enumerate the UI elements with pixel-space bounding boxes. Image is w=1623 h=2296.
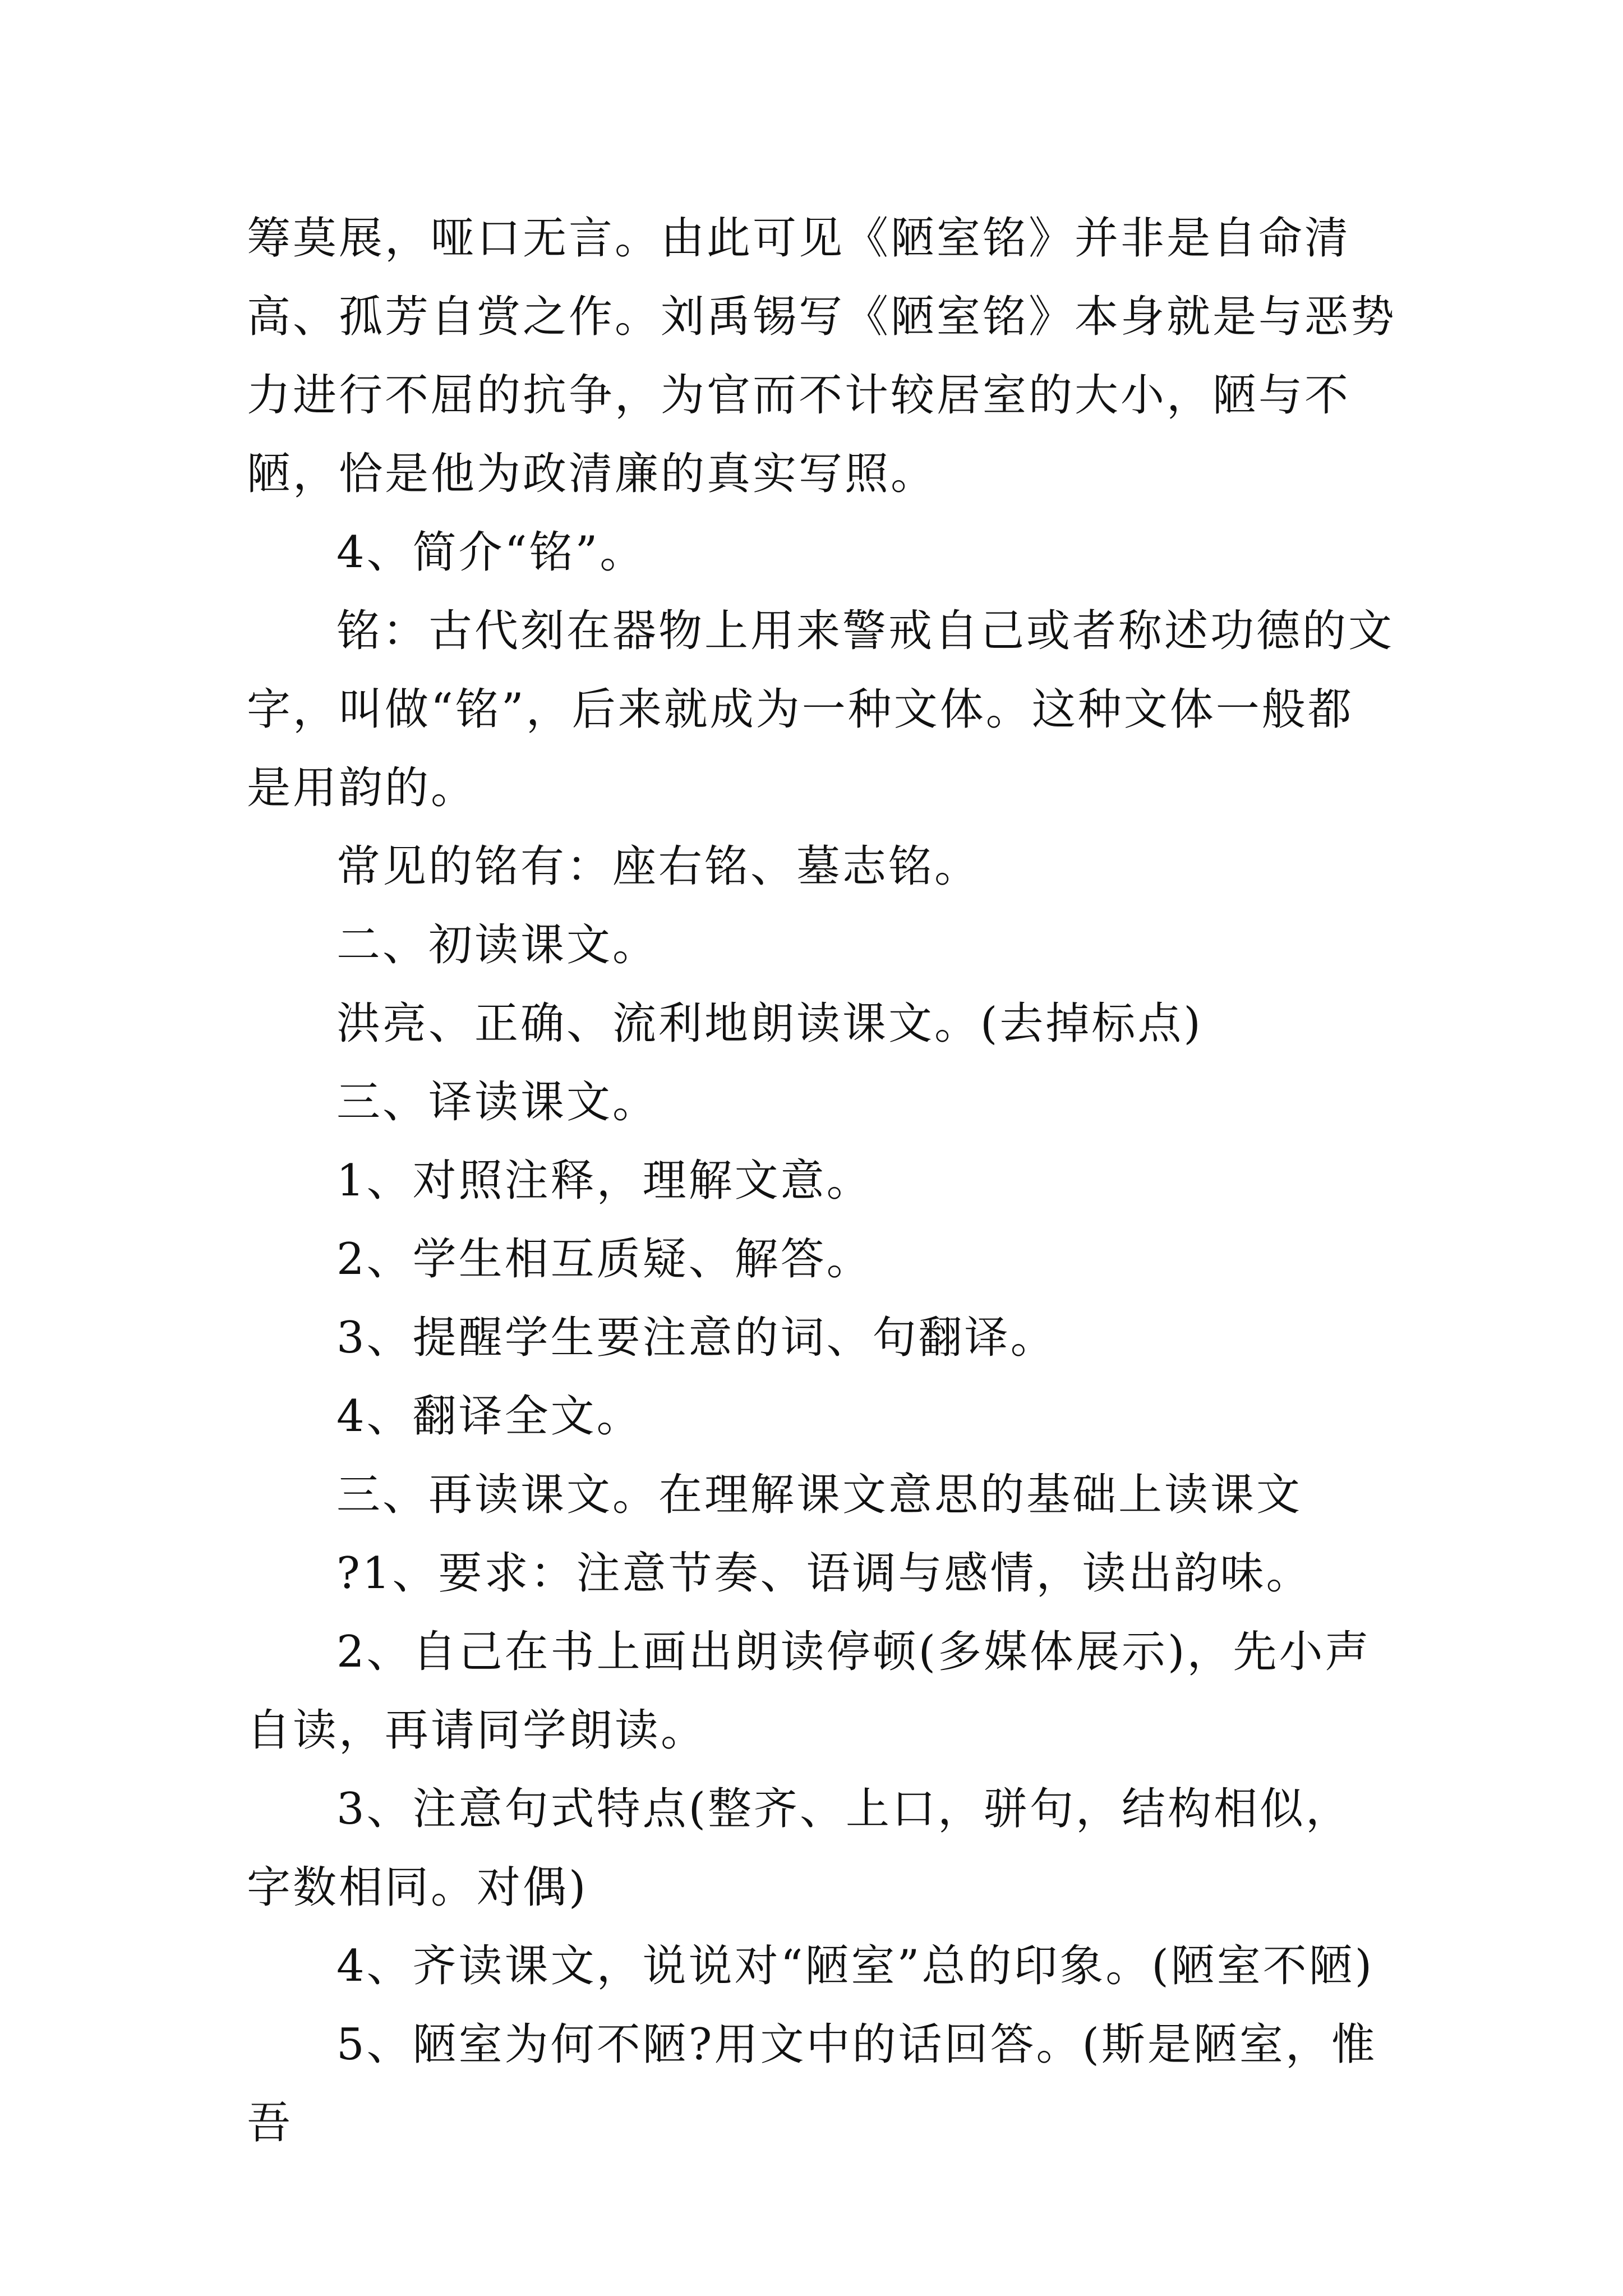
paragraph-17: 5、陋室为何不陋?用文中的话回答。(斯是陋室，惟吾 bbox=[247, 2019, 1377, 2148]
paragraph-5: 二、初读课文。 bbox=[336, 920, 659, 970]
paragraph-15: 3、注意句式特点(整齐、上口，骈句，结构相似，字数相同。对偶) bbox=[247, 1784, 1352, 1913]
paragraph-11: 4、翻译全文。 bbox=[336, 1391, 643, 1442]
paragraph-8: 1、对照注释，理解文意。 bbox=[336, 1156, 873, 1206]
paragraph-4: 常见的铭有：座右铭、墓志铭。 bbox=[336, 841, 981, 892]
paragraph-1: 筹莫展，哑口无言。由此可见《陋室铭》并非是自命清高、孤芳自赏之作。刘禹锡写《陋室铭》本身就是与恶势力进行不屈的抗争，为官而不计较居室的大小，陋与不陋，恰是他为政清廉的真实写照。 bbox=[247, 213, 1397, 499]
paragraph-9: 2、学生相互质疑、解答。 bbox=[336, 1234, 873, 1285]
paragraph-12: 三、再读课文。在理解课文意思的基础上读课文 bbox=[336, 1470, 1303, 1520]
paragraph-6: 洪亮、正确、流利地朗读课文。(去掉标点) bbox=[336, 999, 1203, 1049]
document-body bbox=[247, 199, 1396, 2162]
paragraph-14: 2、自己在书上画出朗读停顿(多媒体展示)，先小声自读，再请同学朗读。 bbox=[247, 1627, 1371, 1756]
paragraph-16: 4、齐读课文，说说对“陋室”总的印象。(陋室不陋) bbox=[336, 1941, 1375, 1991]
paragraph-10: 3、提醒学生要注意的词、句翻译。 bbox=[336, 1313, 1057, 1363]
paragraph-7: 三、译读课文。 bbox=[336, 1077, 659, 1128]
paragraph-3: 铭：古代刻在器物上用来警戒自己或者称述功德的文字，叫做“铭”，后来就成为一种文体。这种文体一般都是用韵的。 bbox=[247, 606, 1395, 813]
paragraph-13: ?1、要求：注意节奏、语调与感情，读出韵味。 bbox=[336, 1548, 1312, 1599]
paragraph-2: 4、简介“铭”。 bbox=[336, 527, 646, 578]
